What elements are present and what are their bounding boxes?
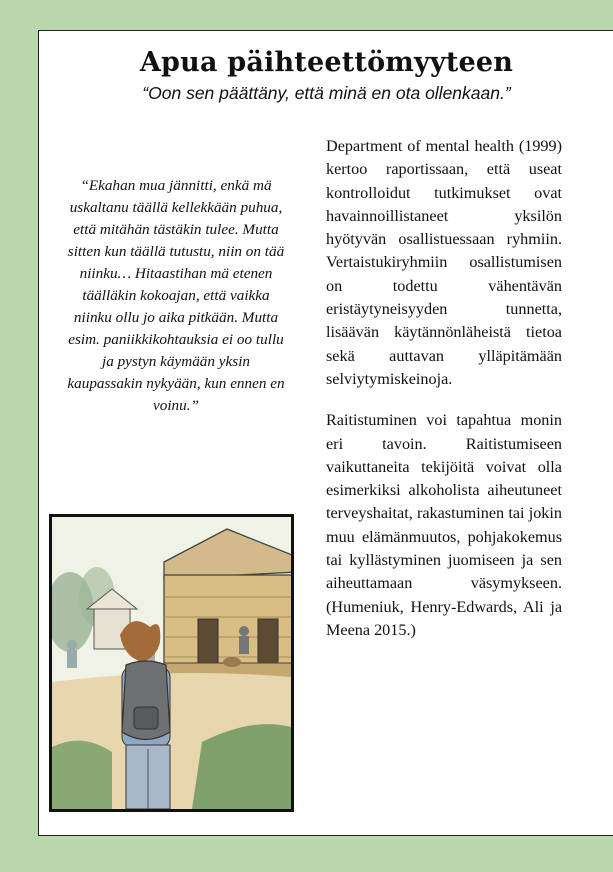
body-paragraph-1: Department of mental health (1999) kertoo raportissaan, että useat kontrolloidut tutkimukset ovat havainnoillistaneet yksilön hyötyvän osallistuessaan ryhmiin. Vertaistukiryhmiin osallistumisen on todettu vähentävän eristäytyneisyyden tunnetta, lisäävän käytännönläheistä tietoa sekä auttavan ylläpitämään selviytymiskeinoja. bbox=[326, 137, 562, 388]
article-subtitle: “Oon sen päättäny, että minä en ota ollenkaan.” bbox=[142, 83, 511, 103]
body-paragraph-2: Raitistuminen voi tapahtua monin eri tavoin. Raitistumiseen vaikuttaneita tekijöitä voivat olla esimerkiksi alkoholista aiheutuneet terveyshaitat, rakastuminen tai jokin muu elämänmuutos, pohjakokemus tai kyllästyminen juomiseen ja sen aiheuttamaan väsymykseen. (Humeniuk, Henry-Edwards, Ali ja Meena 2015.) bbox=[326, 411, 562, 639]
article-title: Apua päihteettömyyteen bbox=[139, 47, 514, 78]
pull-quote: “Ekahan mua jännitti, enkä mä uskaltanu täällä kellekkään puhua, että mitähän tästäkin tulee. Mutta sitten kun täällä tutustu, niin on tää niinku… Hitaastihan mä etenen täälläkin kokoajan, että vaikka niinku ollu jo aika pitkään. Mutta esim. paniikkikohtauksia ei oo tullu ja pystyn käymään yksin kaupassakin nykyään, kun ennen en voinu.” bbox=[67, 177, 285, 414]
body-text bbox=[326, 135, 562, 660]
illustration-drawing bbox=[52, 517, 291, 809]
article-panel bbox=[38, 30, 613, 836]
illustration bbox=[49, 514, 294, 812]
